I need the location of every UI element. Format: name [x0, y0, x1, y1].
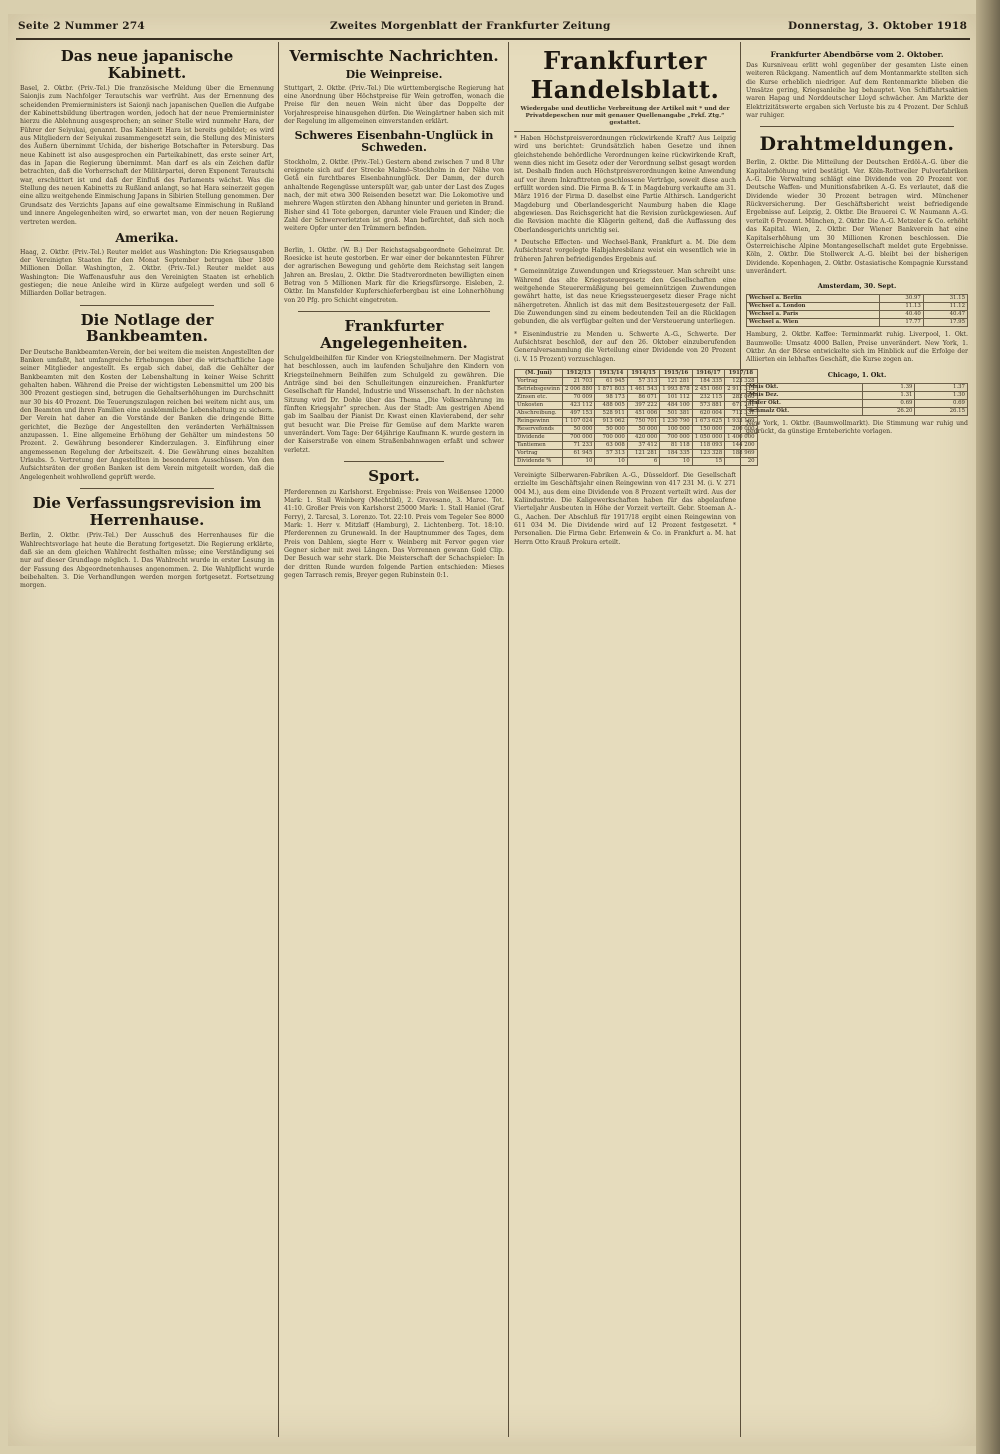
table-cell: 21 703 — [562, 377, 594, 385]
divider — [80, 305, 214, 306]
table-cell: Wechsel a. Paris — [747, 311, 880, 319]
article-heading: Frankfurter Abendbörse vom 2. Oktober. — [770, 50, 944, 59]
article-heading: Sport. — [368, 467, 420, 486]
table-cell: Vortrag — [515, 449, 563, 457]
paper-title: Zweites Morgenblatt der Frankfurter Zeitung — [330, 20, 611, 32]
table-cell: 700 000 — [595, 433, 627, 441]
article-heading: Die Notlage der Bankbeamten. — [80, 310, 214, 346]
article-text: Berlin, 1. Oktbr. (W. B.) Der Reichstagsabgeordnete Geheimrat Dr. Roesicke ist heute gestorben. Er war einer der bekanntesten Führer der agrarischen Bewegung und gehörte dem Reichstag seit langen Jahren an. Breslau, 2. Oktbr. Die Stadtverordneten bewilligten einen Betrag von 5 Millionen Mark für die Kriegsfürsorge. Eisleben, 2. Oktbr. Im Mansfelder Kupferschieferbergbau ist eine Lohnerhöhung von 20 Pfg. pro Schicht eingetreten. — [284, 246, 504, 304]
table-cell: 50 000 — [595, 425, 627, 433]
table-cell: 10 — [595, 457, 627, 465]
table-row — [515, 425, 758, 433]
column-rule — [740, 42, 741, 1437]
page-edge — [976, 0, 1000, 1454]
table-cell: 484 100 — [660, 401, 692, 409]
table-cell: Wechsel a. London — [747, 303, 880, 311]
table-cell: 98 173 — [595, 393, 627, 401]
table-cell: 123 328 — [725, 377, 757, 385]
table-cell: 63 008 — [595, 441, 627, 449]
page-number: Seite 2 Nummer 274 — [18, 20, 146, 32]
sub-heading: Die Weinpreise. — [345, 67, 443, 81]
chicago-table — [746, 383, 968, 416]
article-text: Schulgeldbeihilfen für Kinder von Kriegsteilnehmern. Der Magistrat hat beschlossen, auch im laufenden Schuljahre den Kindern von Kriegsteilnehmern Beihilfen zum Schulgeld zu gewähren. Die Anträge sind bei den Schulleitungen einzureichen. Frankfurter Gesellschaft für Handel, Industrie und Wissenschaft. In der nächsten Sitzung wird Dr. Dohle über das Thema „Die Volksernährung im fünften Kriegsjahr“ sprechen. Aus der Stadt: Am gestrigen Abend gab im Saalbau der Pianist Dr. Kwast einen Klavierabend, der sehr gut besucht war. Die Preise für Gemüse auf dem Markte waren unverändert. Vom Tage: Der 64jährige Kaufmann K. wurde gestern in der Kaiserstraße von einem Straßenbahnwagen erfaßt und schwer verletzt. — [284, 355, 504, 454]
table-row — [747, 383, 968, 391]
table-cell: Wechsel a. Wien — [747, 319, 880, 327]
table-cell: 26.15 — [915, 407, 968, 415]
table-cell: 573 881 — [692, 401, 724, 409]
table-header-cell: (M. Juni) — [515, 369, 563, 377]
article-text: Berlin, 2. Oktbr. Die Mitteilung der Deutschen Erdöl-A.-G. über die Kapitalerhöhung wird bestätigt. Ver. Köln-Rottweiler Pulverfabriken A.-G. Die Verwaltung schlägt eine Dividende von 20 Prozent vor. Deutsche Waffen- und Munitionsfabriken A.-G. Es verlautet, daß die Dividende wieder 30 Prozent betragen wird. Münchener Rückversicherung. Der Geschäftsbericht weist befriedigende Ergebnisse auf. Leipzig, 2. Oktbr. Die Brauerei C. W. Naumann A.-G. verteilt 6 Prozent. München, 2. Oktbr. Die A.-G. Metzeler & Co. erhöht das Kapital. Wien, 2. Oktbr. Der Wiener Bankverein hat eine Kapitalserhöhung um 30 Millionen Kronen beschlossen. Die Österreichische Alpine Montangesellschaft meldet gute Ergebnisse. Köln, 2. Oktbr. Die Stollwerck A.-G. bleibt bei der bisherigen Dividende. Kopenhagen, 2. Oktbr. Ostasiatische Kompagnie Kursstand unverändert. — [746, 159, 968, 275]
column-4 — [746, 44, 968, 1436]
table-header-cell: 1915/16 — [660, 369, 692, 377]
table-row — [747, 303, 968, 311]
column-rule — [278, 42, 279, 1437]
table-cell: 81 118 — [660, 441, 692, 449]
table-cell: 11.12 — [923, 303, 967, 311]
table-cell: Dividende % — [515, 457, 563, 465]
table-cell: 1 871 803 — [595, 385, 627, 393]
article-text: New York, 1. Oktbr. (Baumwollmarkt). Die Stimmung war ruhig und gedrückt, da günstige Ernteberichte vorlagen. — [746, 419, 968, 435]
table-row — [747, 311, 968, 319]
table-cell: Dividende — [515, 433, 563, 441]
divider — [80, 488, 214, 489]
table-row — [515, 457, 758, 465]
article-heading: Amerika. — [115, 229, 179, 245]
table-cell: 15 — [692, 457, 724, 465]
table-cell: Betriebsgewinn — [515, 385, 563, 393]
table-cell: 10 — [660, 457, 692, 465]
table-cell: Abschreibung. — [515, 409, 563, 417]
table-cell: Unkosten — [515, 401, 563, 409]
article-text: Haag, 2. Oktbr. (Priv.-Tel.) Reuter meldet aus Washington: Die Kriegsausgaben der Vereinigten Staaten für den Monat September betrugen über 1800 Millionen Dollar. Washington, 2. Oktbr. (Priv.-Tel.) Reuter meldet aus Washington: Die Waffenausfuhr aus den Vereinigten Staaten ist erheblich gestiegen; die neue Anleihe wird in Kürze aufgelegt werden und soll 6 Milliarden Dollar betragen. — [20, 248, 274, 298]
table-cell: 1 230 790 — [660, 417, 692, 425]
divider — [514, 131, 736, 132]
table-cell: 913 062 — [595, 417, 627, 425]
article-text: Berlin, 2. Oktbr. (Priv.-Tel.) Der Ausschuß des Herrenhauses für die Wahlrechtsvorlage hat heute die Beratung fortgesetzt. Die Regierung erklärte, daß sie an dem gleichen Wahlrecht festhalten müsse; eine Verständigung sei nur auf dieser Grundlage möglich. 1. Das Wahlrecht wurde in erster Lesung in der Fassung des Abgeordnetenhauses angenommen. 2. Die Wahlpflicht wurde beibehalten. 3. Die Verhandlungen werden morgen fortgesetzt. Fortsetzung morgen. — [20, 532, 274, 590]
table-row — [747, 407, 968, 415]
masthead-note: Wiedergabe und deutliche Verbreitung der Artikel mit * und der Privatdepeschen nur mit genauer Quellenangabe „Frkf. Ztg.“ gestattet. — [520, 106, 730, 126]
table-cell: 118 093 — [692, 441, 724, 449]
page-header — [18, 20, 968, 36]
table-cell: 101 112 — [660, 393, 692, 401]
article-text: Basel, 2. Oktbr. (Priv.-Tel.) Die französische Meldung über die Ernennung Saionjis zum Nachfolger Terautschis war verfrüht. Aus der Ernennung des scheidenden Premierministers ist Saionji nach japanischen Quellen die Aufgabe der Kabinettsbildung übertragen worden, jedoch hat der neue Premierminister hierzu die Ablehnung ausgesprochen; an seiner Stelle wird nunmehr Hara, der Führer der Seiyukai, genannt. Das Kabinett Hara ist bereits gebildet; es wird aus Mitgliedern der Seiyukai zusammengesetzt sein, die Stellung des Ministers des Äußern übernimmt Uchida, der bisherige Botschafter in Petersburg. Das neue Kabinett ist also ausgesprochen ein Parteikabinett, das erste seiner Art, das in Japan die Regierung übernimmt. Man darf es als ein Zeichen dafür betrachten, daß die Vorherrschaft der Militärpartei, deren Exponent Terautschi war, erschüttert ist und daß der Einfluß des Parlaments wächst. Was die Stellung des neuen Kabinetts zu Rußland anlangt, so hat Hara seinerzeit gegen eine allzu weitgehende Einmischung Japans in Sibirien Stellung genommen. Der Grundsatz des Verzichts Japans auf eine gewaltsame Einmischung in Rußland und innere Angelegenheiten wird, so erwartet man, von der neuen Regierung vertreten werden. — [20, 85, 274, 226]
table-cell: 2 006 880 — [562, 385, 594, 393]
table-row — [515, 449, 758, 457]
article-text: Vereinigte Silberwaren-Fabriken A.-G., Düsseldorf. Die Gesellschaft erzielte im Geschäftsjahr einen Reingewinn von 417 231 M. (i. V. 271 004 M.), aus dem eine Dividende von 8 Prozent verteilt wird. Aus der Kaliindustrie. Die Kaligewerkschaften haben für das abgelaufene Vierteljahr Ausbeuten in Höhe der Vorzeit verteilt. Gebr. Stoeman A.-G., Aachen. Der Abschluß für 1917/18 ergibt einen Reingewinn von 611 034 M. Die Dividende wird auf 12 Prozent festgesetzt. * Personalien. Die Firma Gebr. Erlenwein & Co. in Frankfurt a. M. hat Herrn Otto Krauß Prokura erteilt. — [514, 471, 736, 546]
table-cell: 700 000 — [660, 433, 692, 441]
table-header-cell: 1914/15 — [627, 369, 659, 377]
table-cell: Wechsel a. Berlin — [747, 295, 880, 303]
table-cell: 61 945 — [595, 377, 627, 385]
divider — [298, 311, 490, 312]
article-text: Hamburg, 2. Oktbr. Kaffee: Terminmarkt ruhig. Liverpool, 1. Okt. Baumwolle: Umsatz 4000 Ballen, Preise unverändert. New York, 1. Oktbr. An der Börse entwickelte sich im Hinblick auf die Erfolge der Alliierten ein lebhaftes Geschäft, die Kurse zogen an. — [746, 331, 968, 364]
table-cell: 1.31 — [862, 391, 915, 399]
table-cell: 1 050 000 — [692, 433, 724, 441]
table-header-cell: 1916/17 — [692, 369, 724, 377]
table-cell: 188 969 — [725, 449, 757, 457]
table-row — [515, 393, 758, 401]
table-cell: 121 281 — [660, 377, 692, 385]
table-cell: 2 451 060 — [692, 385, 724, 393]
table-row — [747, 295, 968, 303]
header-rule — [16, 38, 970, 40]
table-cell: Zinsen etc. — [515, 393, 563, 401]
table-cell: 1 400 000 — [725, 433, 757, 441]
table-cell: 497 153 — [562, 409, 594, 417]
article-text: * Eisenindustrie zu Menden u. Schwerte A.-G., Schwerte. Der Aufsichtsrat beschloß, der auf den 26. Oktober einzuberufenden Generalversammlung die Verteilung einer Dividende von 20 Prozent (i. V. 15 Prozent) vorzuschlagen. — [514, 330, 736, 363]
table-cell: Mais Dez. — [747, 391, 863, 399]
table-cell: 700 000 — [562, 433, 594, 441]
article-text: * Gemeinnützige Zuwendungen und Kriegssteuer. Man schreibt uns: Während das alte Kriegssteuergesetz den Gesellschaften eine weitgehende Steuerermäßigung bei gemeinnützigen Zuwendungen gewährt hatte, ist das neue Kriegssteuergesetz dieser Frage nicht nähergetreten. Ähnlich ist das mit dem Besitzsteuergesetz der Fall. Die Zuwendungen sind zu einem bedeutenden Teil an die Rücklagen gebunden, die als verfügbar gelten und der Versteuerung unterliegen. — [514, 268, 736, 326]
table-cell: 451 006 — [627, 409, 659, 417]
table-cell: 620 004 — [692, 409, 724, 417]
table-cell: 1 933 169 — [725, 417, 757, 425]
table-cell: 31.15 — [923, 295, 967, 303]
table-cell: Mais Okt. — [747, 383, 863, 391]
table-cell: 671 201 — [725, 401, 757, 409]
table-row — [747, 319, 968, 327]
table-cell: 86 071 — [627, 393, 659, 401]
divider — [760, 126, 954, 127]
column-3 — [514, 44, 755, 1436]
table-cell: 70 009 — [562, 393, 594, 401]
financial-table — [514, 369, 758, 466]
article-heading: Frankfurter Angelegenheiten. — [320, 317, 468, 352]
column-1 — [20, 44, 274, 1436]
table-cell: 40.47 — [923, 311, 967, 319]
table-cell: 2 911 313 — [725, 385, 757, 393]
table-cell: 144 200 — [725, 441, 757, 449]
article-heading: Vermischte Nachrichten. — [289, 47, 499, 65]
table-row — [515, 377, 758, 385]
table-cell: 150 000 — [692, 425, 724, 433]
table-row — [747, 399, 968, 407]
table-cell: 37 412 — [627, 441, 659, 449]
table-cell: 71 233 — [562, 441, 594, 449]
table-cell: 0.69 — [915, 399, 968, 407]
table-cell: 17.77 — [879, 319, 923, 327]
table-row — [515, 433, 758, 441]
article-heading: Die Verfassungsrevision im Herrenhause. — [32, 494, 262, 529]
table-cell: 528 911 — [595, 409, 627, 417]
divider — [344, 240, 444, 241]
table-cell: 57 313 — [627, 377, 659, 385]
table-heading: Chicago, 1. Okt. — [827, 370, 887, 379]
article-text: * Haben Höchstpreisverordnungen rückwirkende Kraft? Aus Leipzig wird uns berichtet: Grundsätzlich haben Gesetze und ihnen gleichstehende behördliche Verordnungen keine rückwirkende Kraft, wenn dies nicht im Gesetz oder der Verordnung selbst gesagt worden ist. Deshalb finden auch Höchstpreisverordnungen keine Anwendung auf vor ihrem Inkrafttreten geschlossene Verträge, soweit diese auch erfüllt worden sind. Die Firma B. & T. in Magdeburg verkaufte am 31. März 1916 der Firma D. daselbst eine Partie Althirsch. Landgericht Magdeburg und Oberlandesgericht Naumburg haben die Klage abgewiesen. Das Reichsgericht hat die Revision zurückgewiesen. Auf die Revision machte die Klägerin geltend, daß die Auffassung des Oberlandesgerichts unrichtig sei. — [514, 135, 736, 234]
table-cell: 50 000 — [627, 425, 659, 433]
table-cell: 50 000 — [562, 425, 594, 433]
table-cell: 1 993 878 — [660, 385, 692, 393]
table-row — [515, 401, 758, 409]
amsterdam-table — [746, 294, 968, 327]
article-heading: Das neue japanische Kabinett. — [60, 47, 234, 82]
table-cell: Reservefonds — [515, 425, 563, 433]
table-cell: 1.30 — [915, 391, 968, 399]
article-text: Pferderennen zu Karlshorst. Ergebnisse: Preis von Weißensee 12000 Mark: 1. Stall Weinberg (Mechtild), 2. Gravesano, 3. Maroc. Tot. 41:10. Großer Preis von Karlshorst 25000 Mark: 1. Stall Haniel (Graf Ferry), 2. Tarcsal, 3. Lorenzo. Tot. 22:10. Preis vom Tegeler See 8000 Mark: 1. Herr v. Mitzlaff (Hamburg), 2. Lichtenberg. Tot. 18:10. Pferderennen zu Grunewald. In der Hauptnummer des Tages, dem Preis von Dahlem, siegte Herr v. Weinberg mit Fervor gegen vier Gegner sicher mit zwei Längen. Das Vorrennen gewann Gold Clip. Der Besuch war sehr stark. Die Meisterschaft der Schachspieler: In der dritten Runde wurden folgende Partien entschieden: Mieses gegen Tarrasch remis, Breyer gegen Rubinstein 0:1. — [284, 488, 504, 580]
table-cell: 17.95 — [923, 319, 967, 327]
article-text: Das Kursniveau erlitt wohl gegenüber der gesamten Liste einen weiteren Rückgang. Namentlich auf dem Montanmarkte stellten sich die Kurse erheblich niedriger. Auf dem Rentenmarkte blieben die Umsätze gering, Kriegsanleihe lag behauptet. Von Schiffahrtsaktien waren Hapag und Norddeutscher Lloyd schwächer. Am Markte der Elektrizitätswerte ergaben sich Verluste bis zu 4 Prozent. Der Schluß war ruhiger. — [746, 62, 968, 120]
table-cell: Vortrag — [515, 377, 563, 385]
table-cell: 11.13 — [879, 303, 923, 311]
divider — [344, 461, 444, 462]
table-cell: 282 060 — [725, 393, 757, 401]
table-cell: 57 313 — [595, 449, 627, 457]
table-header-cell: 1913/14 — [595, 369, 627, 377]
article-text: Stockholm, 2. Oktbr. (Priv.-Tel.) Gestern abend zwischen 7 und 8 Uhr ereignete sich auf der Strecke Malmö–Stockholm in der Nähe von Getå ein furchtbares Eisenbahnunglück. Der Damm, der durch anhaltende Regengüsse unterspült war, gab unter der Last des Zuges nach, der mit etwa 300 Reisenden besetzt war. Die Lokomotive und mehrere Wagen stürzten den Abhang hinunter und gerieten in Brand. Bisher sind 41 Tote geborgen, darunter viele Frauen und Kinder; die Zahl der Schwerverletzten ist groß. Man befürchtet, daß sich noch weitere Opfer unter den Trümmern befinden. — [284, 158, 504, 233]
page-date: Donnerstag, 3. Oktober 1918 — [788, 20, 968, 32]
table-cell: 30.97 — [879, 295, 923, 303]
table-cell: 750 701 — [627, 417, 659, 425]
table-row — [515, 417, 758, 425]
article-text: Stuttgart, 2. Oktbr. (Priv.-Tel.) Die württembergische Regierung hat eine Anordnung über Höchstpreise für Wein getroffen, wonach die Preise für den neuen Wein nicht über das Doppelte der Vorjahrespreise hinausgehen dürfen. Die Weingärtner haben sich mit der Regelung im allgemeinen einverstanden erklärt. — [284, 84, 504, 125]
table-cell: 1.39 — [862, 383, 915, 391]
table-cell: Schmalz Okt. — [747, 407, 863, 415]
section-heading: Drahtmeldungen. — [759, 133, 955, 156]
table-cell: 184 335 — [692, 377, 724, 385]
table-cell: 20 — [725, 457, 757, 465]
table-cell: 488 005 — [595, 401, 627, 409]
table-cell: 121 281 — [627, 449, 659, 457]
table-cell: 40.40 — [879, 311, 923, 319]
table-cell: 0.69 — [862, 399, 915, 407]
table-cell: 61 945 — [562, 449, 594, 457]
table-cell: 1 461 543 — [627, 385, 659, 393]
table-cell: 1.37 — [915, 383, 968, 391]
table-cell: 232 115 — [692, 393, 724, 401]
table-cell: 501 381 — [660, 409, 692, 417]
table-cell: Reingewinn — [515, 417, 563, 425]
table-row — [515, 385, 758, 393]
table-cell: 712 331 — [725, 409, 757, 417]
table-cell: 123 328 — [692, 449, 724, 457]
table-cell: 1 107 024 — [562, 417, 594, 425]
table-heading: Amsterdam, 30. Sept. — [817, 282, 897, 291]
table-cell: Hafer Okt. — [747, 399, 863, 407]
column-rule — [508, 42, 509, 1437]
table-cell: 10 — [562, 457, 594, 465]
table-cell: 423 112 — [562, 401, 594, 409]
table-row — [747, 391, 968, 399]
table-cell: 397 222 — [627, 401, 659, 409]
table-row — [515, 441, 758, 449]
article-text: Der Deutsche Bankbeamten-Verein, der bei weitem die meisten Angestellten der Banken umfaßt, hat umfangreiche Erhebungen über die wirtschaftliche Lage seiner Mitglieder angestellt. Es ergab sich dabei, daß die Gehälter der Bankbeamten mit den Kosten der Lebenshaltung in keiner Weise Schritt gehalten haben. Während die Preise der wichtigsten Lebensmittel um 200 bis 300 Prozent gestiegen sind, betrugen die Gehaltserhöhungen im Durchschnitt nur 30 bis 40 Prozent. Die Teuerungszulagen reichen bei weitem nicht aus, um den Beamten und ihren Familien eine auskömmliche Lebenshaltung zu sichern. Der Verein hat daher an die Vorstände der Banken die dringende Bitte gerichtet, die Bezüge der Angestellten den veränderten Verhältnissen anzupassen. 1. Eine allgemeine Erhöhung der Gehälter um mindestens 50 Prozent. 2. Gewährung besonderer Kinderzulagen. 3. Einführung einer angemessenen Regelung der Arbeitszeit. 4. Die Gewährung eines bezahlten Urlaubs. 5. Vertretung der Angestellten in besonderen Ausschüssen. Von den Aufsichtsräten der großen Banken ist dem Verein mitgeteilt worden, daß die Angelegenheit wohlwollend geprüft werde. — [20, 348, 274, 481]
table-header-cell: 1917/18 — [725, 369, 757, 377]
section-masthead: Frankfurter Handelsblatt. — [530, 46, 720, 104]
table-cell: 6 — [627, 457, 659, 465]
table-header-cell: 1912/13 — [562, 369, 594, 377]
table-cell: 100 000 — [660, 425, 692, 433]
table-cell: Tantiemen — [515, 441, 563, 449]
table-cell: 200 000 — [725, 425, 757, 433]
column-2 — [284, 44, 504, 1436]
table-cell: 1 673 625 — [692, 417, 724, 425]
table-cell: 26.20 — [862, 407, 915, 415]
sub-heading: Schweres Eisenbahn-Unglück in Schweden. — [294, 129, 494, 155]
article-text: * Deutsche Effecten- und Wechsel-Bank, Frankfurt a. M. Die dem Aufsichtsrat vorgelegte Halbjahresbilanz weist ein wesentlich wie in früheren Jahren befriedigendes Ergebnis auf. — [514, 239, 736, 263]
table-cell: 420 000 — [627, 433, 659, 441]
table-cell: 184 335 — [660, 449, 692, 457]
table-row — [515, 409, 758, 417]
